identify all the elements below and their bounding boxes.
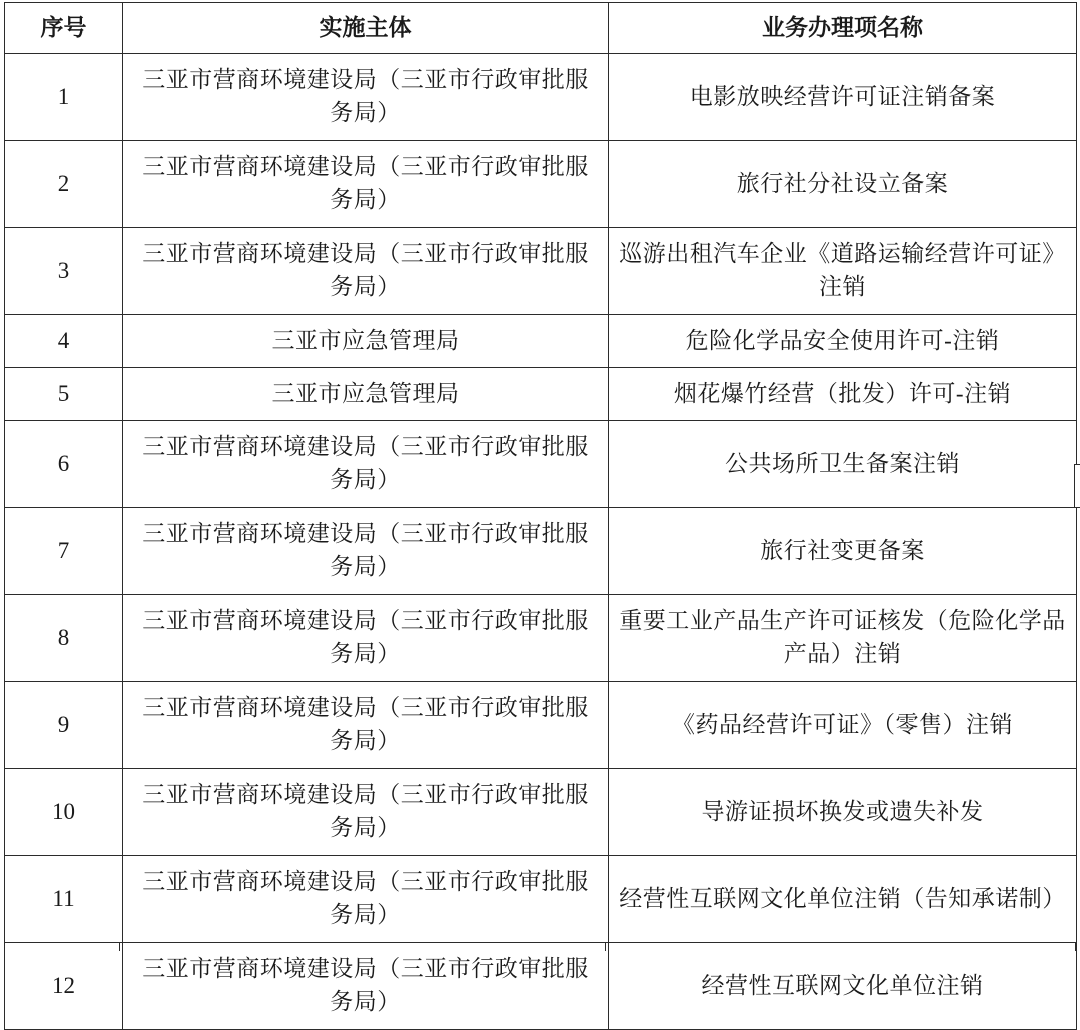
cell-index: 1: [5, 54, 123, 141]
continuation-divider-right: [605, 942, 606, 951]
cell-subject: 三亚市营商环境建设局（三亚市行政审批服务局）: [123, 682, 609, 769]
business-items-table: [4, 2, 1077, 1030]
cell-item: 《药品经营许可证》（零售）注销: [609, 682, 1077, 769]
document-page: [0, 2, 1080, 1014]
table-row: [5, 421, 1077, 508]
cell-item: 导游证损坏换发或遗失补发: [609, 769, 1077, 856]
cell-subject: 三亚市营商环境建设局（三亚市行政审批服务局）: [123, 769, 609, 856]
table-row: [5, 769, 1077, 856]
cell-item: 烟花爆竹经营（批发）许可-注销: [609, 368, 1077, 421]
cell-index: 3: [5, 228, 123, 315]
cell-index: 5: [5, 368, 123, 421]
table-row: [5, 54, 1077, 141]
cell-item: 旅行社分社设立备案: [609, 141, 1077, 228]
cell-index: 8: [5, 595, 123, 682]
cell-index: 6: [5, 421, 123, 508]
cell-index: 12: [5, 943, 123, 1030]
cell-item: 公共场所卫生备案注销: [609, 421, 1077, 508]
cell-subject: 三亚市营商环境建设局（三亚市行政审批服务局）: [123, 228, 609, 315]
continuation-divider-left: [119, 942, 120, 951]
page-edge-mark: [1074, 464, 1080, 508]
cell-item: 重要工业产品生产许可证核发（危险化学品产品）注销: [609, 595, 1077, 682]
cell-item: 经营性互联网文化单位注销（告知承诺制）: [609, 856, 1077, 943]
table-row: [5, 943, 1077, 1030]
cell-item: 巡游出租汽车企业《道路运输经营许可证》注销: [609, 228, 1077, 315]
table-row: [5, 315, 1077, 368]
column-header-index: 序号: [5, 3, 123, 54]
table-row: [5, 595, 1077, 682]
table-row: [5, 228, 1077, 315]
column-header-subject: 实施主体: [123, 3, 609, 54]
cell-index: 2: [5, 141, 123, 228]
table-row: [5, 682, 1077, 769]
cell-index: 10: [5, 769, 123, 856]
cell-item: 经营性互联网文化单位注销: [609, 943, 1077, 1030]
cell-item: 电影放映经营许可证注销备案: [609, 54, 1077, 141]
cell-subject: 三亚市营商环境建设局（三亚市行政审批服务局）: [123, 421, 609, 508]
cell-index: 4: [5, 315, 123, 368]
cell-item: 旅行社变更备案: [609, 508, 1077, 595]
table-row: [5, 141, 1077, 228]
table-row: [5, 508, 1077, 595]
table-header: [5, 3, 1077, 54]
cell-subject: 三亚市营商环境建设局（三亚市行政审批服务局）: [123, 595, 609, 682]
cell-index: 7: [5, 508, 123, 595]
cell-item: 危险化学品安全使用许可-注销: [609, 315, 1077, 368]
cell-subject: 三亚市营商环境建设局（三亚市行政审批服务局）: [123, 141, 609, 228]
table-body: [5, 54, 1077, 1030]
cell-subject: 三亚市应急管理局: [123, 368, 609, 421]
cell-index: 9: [5, 682, 123, 769]
column-header-item: 业务办理项名称: [609, 3, 1077, 54]
table-continuation-edge: [4, 942, 1076, 951]
cell-subject: 三亚市营商环境建设局（三亚市行政审批服务局）: [123, 508, 609, 595]
cell-subject: 三亚市营商环境建设局（三亚市行政审批服务局）: [123, 943, 609, 1030]
cell-subject: 三亚市营商环境建设局（三亚市行政审批服务局）: [123, 54, 609, 141]
cell-index: 11: [5, 856, 123, 943]
table-row: [5, 856, 1077, 943]
cell-subject: 三亚市应急管理局: [123, 315, 609, 368]
table-header-row: [5, 3, 1077, 54]
table-row: [5, 368, 1077, 421]
cell-subject: 三亚市营商环境建设局（三亚市行政审批服务局）: [123, 856, 609, 943]
